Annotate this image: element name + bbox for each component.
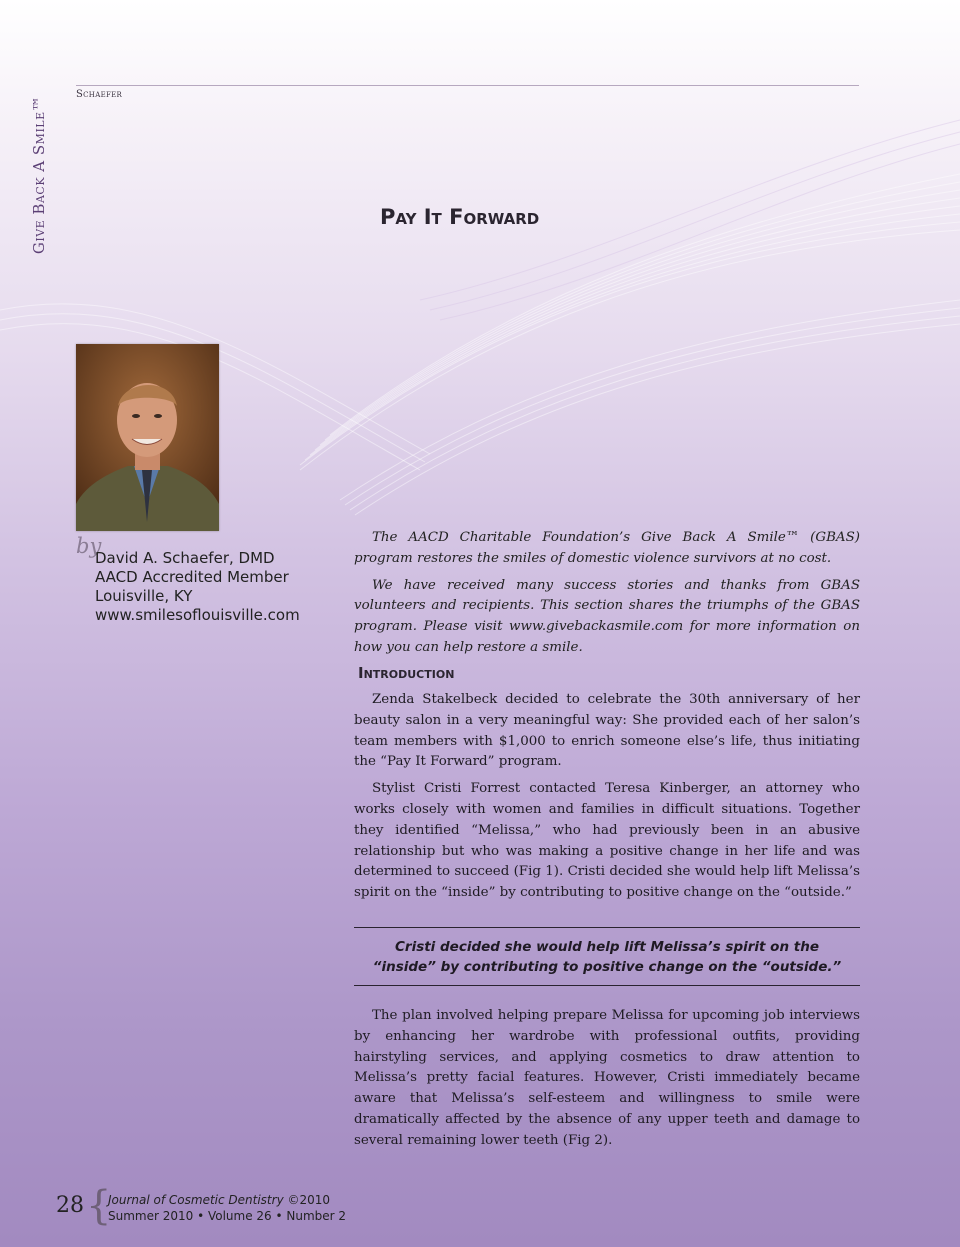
page-number: 28 [56, 1193, 84, 1218]
body-text-part-2 [354, 1006, 860, 1152]
body-text-part-1 [354, 690, 860, 904]
article-title: Pay It Forward [380, 205, 540, 229]
author-portrait [76, 344, 219, 531]
header-rule [76, 85, 859, 86]
side-label-text: Give Back A Smile™ [30, 95, 48, 255]
journal-copyright: ©2010 [283, 1193, 331, 1207]
pull-quote-text: Cristi decided she would help lift Melissa’s spirit on the “inside” by contributing to positive change on the “outside.” [372, 938, 842, 975]
journal-name: Journal of Cosmetic Dentistry [108, 1193, 284, 1207]
body-paragraph: The plan involved helping prepare Melissa for upcoming job interviews by enhancing her wardrobe with professional outfits, providing hairstyling services, and applying cosmetics to draw attention to Melissa’s pretty facial features. However, Cristi immediately became aware that Melissa’s self-esteem and willingness to smile were dramatically affected by the absence of any upper teeth and damage to several remaining lower teeth (Fig 2). [354, 1008, 860, 1148]
body-paragraph: Zenda Stakelbeck decided to celebrate the 30th anniversary of her beauty salon in a very meaningful way: She provided each of her salon’s team members with $1,000 to enrich someone else’s life, thus initiating the “Pay It Forward” program. [354, 692, 860, 770]
author-info [95, 549, 300, 625]
running-head: Schaefer [76, 89, 123, 100]
body-paragraph: Stylist Cristi Forrest contacted Teresa Kinberger, an attorney who works closely with women and families in difficult situations. Together they identified “Melissa,” who had previously been in an abusive relationship but who was making a positive change in her life and was determined to succeed (Fig 1). Cristi decided she would help lift Melissa’s spirit on the “inside” by contributing to positive change on the “outside.” [354, 781, 860, 901]
journal-issue: Summer 2010 • Volume 26 • Number 2 [108, 1209, 347, 1223]
author-website-link[interactable]: www.smilesoflouisville.com [95, 606, 300, 624]
pull-quote [354, 927, 860, 986]
brace-decoration: { [86, 1183, 112, 1229]
footer-citation [108, 1192, 346, 1224]
author-name: David A. Schaefer, DMD [95, 549, 275, 567]
section-heading-introduction: Introduction [358, 664, 455, 682]
program-intro [354, 528, 860, 659]
intro-paragraph: The AACD Charitable Foundation’s Give Back A Smile™ (GBAS) program restores the smiles of domestic violence survivors at no cost. [354, 530, 860, 566]
byline-by: by [76, 534, 102, 558]
section-side-label [24, 95, 54, 255]
author-location: Louisville, KY [95, 587, 193, 605]
author-credential: AACD Accredited Member [95, 568, 289, 586]
intro-paragraph: We have received many success stories and thanks from GBAS volunteers and recipients. This section shares the triumphs of the GBAS program. Please visit www.givebackasmile.com for more information on how you can help restore a smile. [354, 577, 860, 655]
